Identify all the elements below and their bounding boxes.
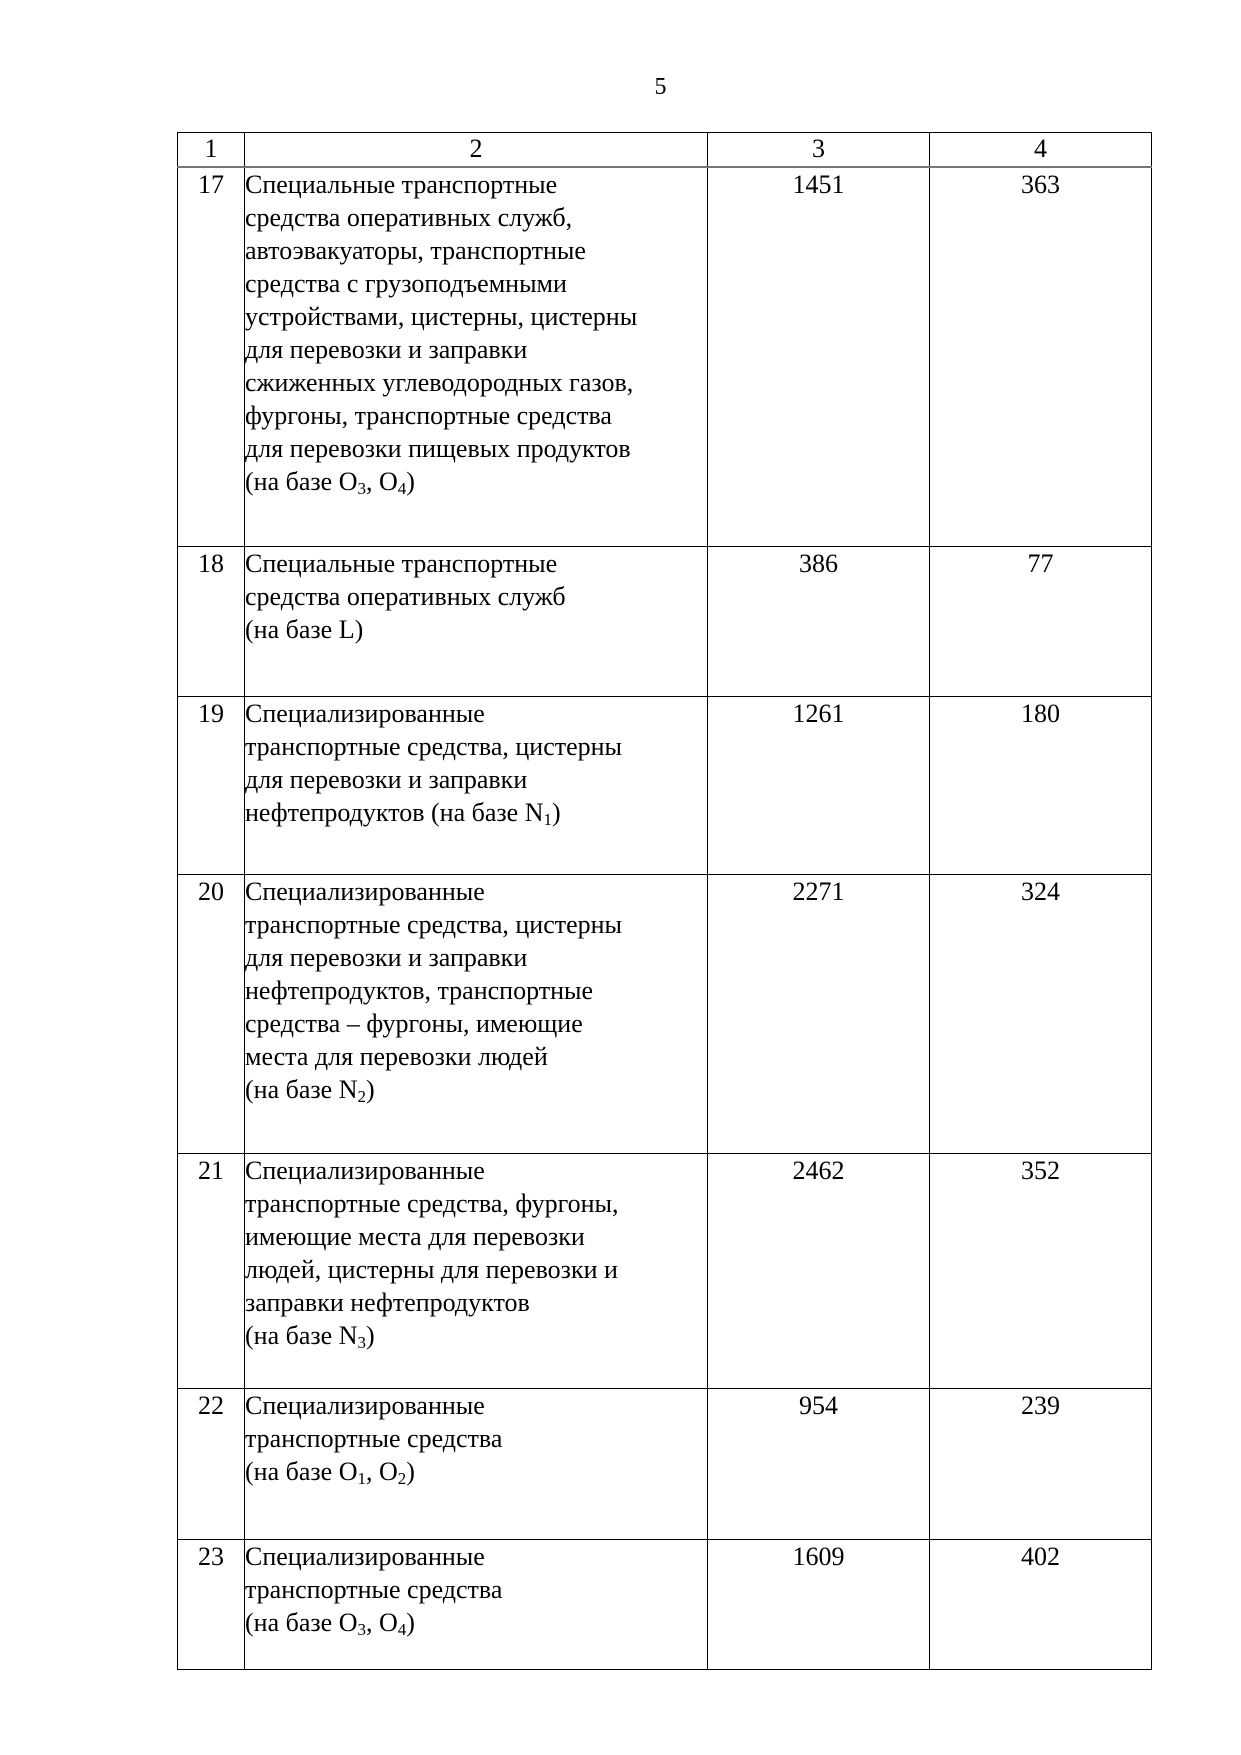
header-col-2: 2 bbox=[245, 133, 708, 168]
text-segment: Специальные транспортные bbox=[245, 548, 558, 578]
vehicle-table bbox=[177, 132, 1152, 1670]
text-segment: (на базе N bbox=[245, 1320, 358, 1350]
text-segment: для перевозки и заправки bbox=[245, 335, 528, 364]
table-row bbox=[178, 167, 1152, 546]
row-number: 19 bbox=[178, 696, 245, 874]
text-segment: людей, цистерны для перевозки и bbox=[245, 1254, 618, 1284]
value-col-3: 1261 bbox=[708, 696, 930, 874]
description-line bbox=[245, 697, 707, 730]
row-number: 23 bbox=[178, 1539, 245, 1669]
description-line bbox=[245, 908, 707, 941]
description-line bbox=[245, 1389, 707, 1422]
text-segment: средства с грузоподъемными bbox=[245, 269, 567, 298]
text-segment: автоэвакуаторы, транспортные bbox=[245, 236, 586, 265]
header-col-3: 3 bbox=[708, 133, 930, 168]
text-segment: транспортные средства, цистерны bbox=[245, 731, 623, 761]
text-segment: для перевозки пищевых продуктов bbox=[245, 434, 631, 463]
description-line bbox=[245, 1573, 707, 1606]
description-line bbox=[245, 730, 707, 763]
description-line bbox=[245, 300, 707, 333]
table-row bbox=[178, 546, 1152, 696]
subscript: 1 bbox=[357, 1468, 366, 1488]
text-segment: Специализированные bbox=[245, 1390, 485, 1420]
text-segment: заправки нефтепродуктов bbox=[245, 1287, 530, 1317]
text-segment: средства оперативных служб, bbox=[245, 203, 573, 232]
table-row bbox=[178, 1153, 1152, 1388]
page-number: 5 bbox=[654, 74, 667, 100]
description-line bbox=[245, 366, 707, 399]
text-segment: места для перевозки людей bbox=[245, 1041, 548, 1071]
table-row bbox=[178, 1388, 1152, 1539]
value-col-3: 386 bbox=[708, 546, 930, 696]
description-line bbox=[245, 1540, 707, 1573]
description-line bbox=[245, 941, 707, 974]
row-description bbox=[245, 167, 708, 546]
value-col-4: 77 bbox=[930, 546, 1152, 696]
text-segment: ) bbox=[406, 1607, 415, 1637]
text-segment: фургоны, транспортные средства bbox=[245, 401, 612, 430]
text-segment: средства оперативных служб bbox=[245, 581, 566, 611]
text-segment: устройствами, цистерны, цистерны bbox=[245, 302, 638, 331]
description-line bbox=[245, 201, 707, 234]
description-line bbox=[245, 1007, 707, 1040]
table-row bbox=[178, 696, 1152, 874]
subscript: 4 bbox=[397, 479, 407, 498]
row-number: 22 bbox=[178, 1388, 245, 1539]
value-col-4: 239 bbox=[930, 1388, 1152, 1539]
row-number: 17 bbox=[178, 167, 245, 546]
table-row bbox=[178, 1539, 1152, 1669]
description-line bbox=[245, 234, 707, 267]
text-segment: Специальные транспортные bbox=[245, 170, 558, 199]
subscript: 2 bbox=[397, 1468, 407, 1488]
row-description bbox=[245, 1153, 708, 1388]
text-segment: (на базе O bbox=[245, 1456, 358, 1486]
subscript: 3 bbox=[357, 479, 366, 498]
description-line bbox=[245, 1455, 707, 1488]
description-line bbox=[245, 1606, 707, 1639]
description-line bbox=[245, 547, 707, 580]
value-col-3: 954 bbox=[708, 1388, 930, 1539]
text-segment: ) bbox=[406, 467, 415, 496]
value-col-3: 2271 bbox=[708, 874, 930, 1153]
value-col-4: 363 bbox=[930, 167, 1152, 546]
text-segment: для перевозки и заправки bbox=[245, 942, 528, 972]
row-description bbox=[245, 1388, 708, 1539]
value-col-4: 180 bbox=[930, 696, 1152, 874]
description-line bbox=[245, 1253, 707, 1286]
text-segment: ) bbox=[365, 1320, 375, 1350]
row-description bbox=[245, 696, 708, 874]
row-description bbox=[245, 546, 708, 696]
text-segment: , O bbox=[365, 1607, 398, 1637]
description-line bbox=[245, 399, 707, 432]
description-line bbox=[245, 333, 707, 366]
text-segment: сжиженных углеводородных газов, bbox=[245, 368, 634, 397]
text-segment: ) bbox=[365, 1074, 375, 1104]
description-line bbox=[245, 1040, 707, 1073]
text-segment: Специализированные bbox=[245, 1541, 485, 1571]
row-number: 20 bbox=[178, 874, 245, 1153]
text-segment: ) bbox=[551, 797, 561, 827]
row-description bbox=[245, 1539, 708, 1669]
text-segment: ) bbox=[406, 1456, 415, 1486]
description-line bbox=[245, 1422, 707, 1455]
subscript: 2 bbox=[357, 1086, 366, 1106]
value-col-3: 1609 bbox=[708, 1539, 930, 1669]
text-segment: , O bbox=[365, 1456, 398, 1486]
row-number: 21 bbox=[178, 1153, 245, 1388]
value-col-4: 352 bbox=[930, 1153, 1152, 1388]
text-segment: транспортные средства bbox=[245, 1574, 503, 1604]
text-segment: имеющие места для перевозки bbox=[245, 1221, 585, 1251]
value-col-3: 1451 bbox=[708, 167, 930, 546]
text-segment: Специализированные bbox=[245, 698, 485, 728]
row-description bbox=[245, 874, 708, 1153]
header-col-1: 1 bbox=[178, 133, 245, 168]
description-line bbox=[245, 796, 707, 829]
description-line bbox=[245, 1187, 707, 1220]
description-line bbox=[245, 267, 707, 300]
text-segment: средства – фургоны, имеющие bbox=[245, 1008, 583, 1038]
description-line bbox=[245, 432, 707, 465]
subscript: 4 bbox=[397, 1619, 407, 1639]
subscript: 3 bbox=[357, 1332, 366, 1352]
description-line bbox=[245, 465, 707, 498]
header-col-4: 4 bbox=[930, 133, 1152, 168]
description-line bbox=[245, 1154, 707, 1187]
text-segment: (на базе N bbox=[245, 1074, 358, 1104]
value-col-4: 402 bbox=[930, 1539, 1152, 1669]
text-segment: для перевозки и заправки bbox=[245, 764, 528, 794]
text-segment: транспортные средства bbox=[245, 1423, 503, 1453]
description-line bbox=[245, 1319, 707, 1352]
description-line bbox=[245, 763, 707, 796]
text-segment: (на базе O bbox=[245, 467, 358, 496]
table-header-row bbox=[178, 133, 1152, 168]
description-line bbox=[245, 613, 707, 646]
text-segment: нефтепродуктов (на базе N bbox=[245, 797, 544, 827]
description-line bbox=[245, 875, 707, 908]
value-col-3: 2462 bbox=[708, 1153, 930, 1388]
row-number: 18 bbox=[178, 546, 245, 696]
description-line bbox=[245, 168, 707, 201]
subscript: 3 bbox=[357, 1619, 366, 1639]
description-line bbox=[245, 1073, 707, 1106]
text-segment: (на базе O bbox=[245, 1607, 358, 1637]
description-line bbox=[245, 1220, 707, 1253]
value-col-4: 324 bbox=[930, 874, 1152, 1153]
text-segment: транспортные средства, цистерны bbox=[245, 909, 623, 939]
text-segment: , O bbox=[365, 467, 398, 496]
description-line bbox=[245, 580, 707, 613]
text-segment: Специализированные bbox=[245, 876, 485, 906]
subscript: 1 bbox=[543, 809, 552, 829]
text-segment: нефтепродуктов, транспортные bbox=[245, 975, 594, 1005]
description-line bbox=[245, 1286, 707, 1319]
text-segment: транспортные средства, фургоны, bbox=[245, 1188, 619, 1218]
text-segment: (на базе L) bbox=[245, 614, 364, 644]
table-row bbox=[178, 874, 1152, 1153]
description-line bbox=[245, 974, 707, 1007]
text-segment: Специализированные bbox=[245, 1155, 485, 1185]
